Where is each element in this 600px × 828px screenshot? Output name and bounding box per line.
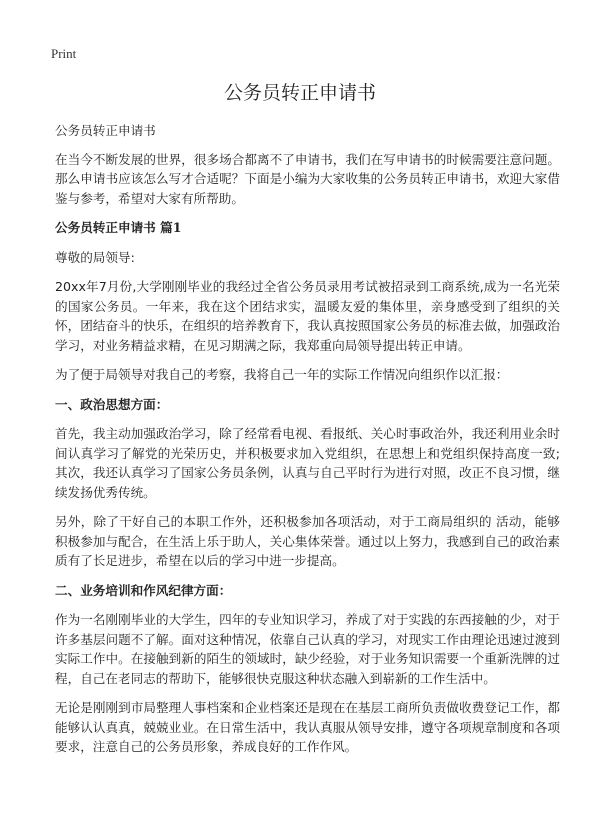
intro-paragraph: 在当今不断发展的世界，很多场合都离不了申请书，我们在写申请书的时候需要注意问题。那么申请书应该怎么写才合适呢？下面是小编为大家收集的公务员转正申请书，欢迎大家借鉴与参考，希望对大家有所帮助。: [55, 151, 560, 206]
document-title: 公务员转正申请书: [223, 82, 376, 104]
section-2-title: 二、业务培训和作风纪律方面：: [55, 582, 232, 598]
paragraph-3: 首先，我主动加强政治学习，除了经常看电视、看报纸、关心时事政治外，我还利用业余时间认真学习了解党的光荣历史，并积极要求加入党组织，在思想上和党组织保持高度一致;其次，我还认真学习了国家公务员条例，认真与自己平时行为进行对照，改正不良习惯，继续发扬优秀传统。: [55, 426, 560, 500]
salutation: 尊敬的局领导:: [55, 249, 135, 265]
document-subtitle: 公务员转正申请书: [55, 123, 156, 138]
section-1-title: 一、政治思想方面：: [55, 396, 169, 412]
paragraph-4: 另外，除了干好自己的本职工作外，还积极参加各项活动，对于工商局组织的 活动，能够积极参加与配合，在生活上乐于助人，关心集体荣誉。通过以上努力，我感到自己的政治素质有了长足进步，希望在以后的学习中进一步提高。: [55, 514, 560, 568]
paragraph-2: 为了便于局领导对我自己的考察，我将自己一年的实际工作情况向组织作以汇报：: [55, 367, 509, 382]
paragraph-6: 无论是刚刚到市局整理人事档案和企业档案还是现在在基层工商所负责做收费登记工作，都能够认认真真，兢兢业业。在日常生活中，我认真服从领导安排，遵守各项规章制度和各项要求，注意自己的公务员形象，养成良好的工作作风。: [55, 700, 560, 754]
document-body: [55, 121, 560, 767]
paragraph-5: 作为一名刚刚毕业的大学生，四年的专业知识学习，养成了对于实践的东西接触的少，对于许多基层问题不了解。面对这种情况，依靠自己认真的学习，对现实工作由理论迅速过渡到实际工作中。在接触到新的陌生的领域时，缺少经验，对于业务知识需要一个重新洗牌的过程，自己在老同志的帮助下，能够很快克服这种状态融入到崭新的工作生活中。: [55, 612, 560, 686]
paragraph-1: 20xx年7月份,大学刚刚毕业的我经过全省公务员录用考试被招录到工商系统,成为一名光荣的国家公务员。一年来，我在这个团结求实，温暖友爱的集体里，亲身感受到了组织的关怀，团结奋斗的快乐，在组织的培养教育下，我认真按照国家公务员的标准去做，加强政治学习，对业务精益求精，在见习期满之际，我郑重向局领导提出转正申请。: [55, 279, 560, 353]
print-link[interactable]: Print: [51, 46, 77, 61]
article-title: 公务员转正申请书 篇1: [55, 220, 182, 235]
